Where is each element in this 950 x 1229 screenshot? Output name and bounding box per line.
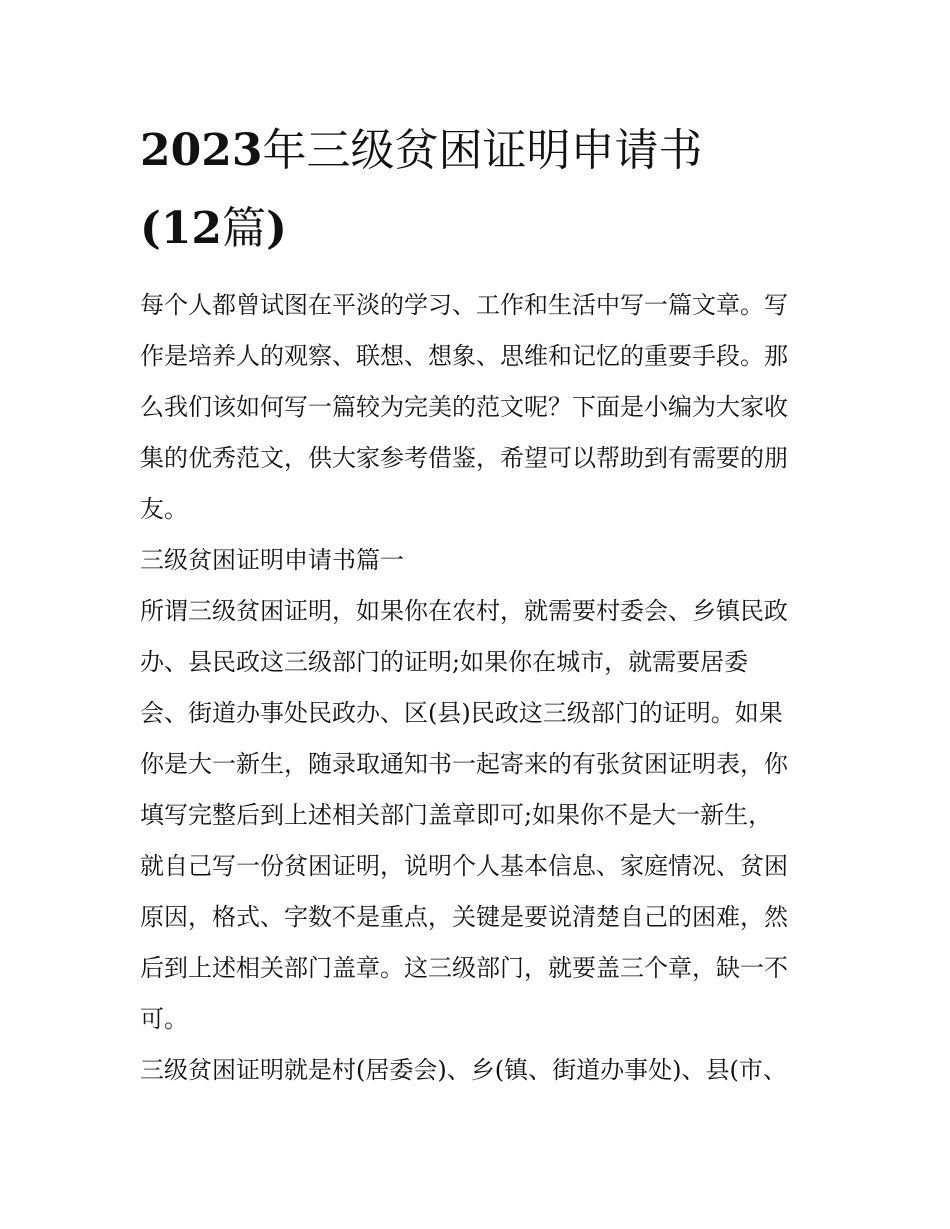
document-title-line-2 <box>140 190 812 268</box>
body-line: 每个人都曾试图在平淡的学习、工作和生活中写一篇文章。写 <box>140 291 788 319</box>
body-line: 三级贫困证明就是村(居委会)、乡(镇、街道办事处)、县(市、 <box>140 1056 787 1084</box>
document-content <box>140 112 812 1096</box>
document-title-line-1 <box>140 112 812 190</box>
title-text: 年三级贫困证明申请书 <box>262 125 703 176</box>
body-line: 你是大一新生，随录取通知书一起寄来的有张贫困证明表，你 <box>140 750 788 778</box>
body-line: 集的优秀范文，供大家参考借鉴，希望可以帮助到有需要的朋 <box>140 444 788 472</box>
document-body <box>140 280 812 1096</box>
body-line: 作是培养人的观察、联想、想象、思维和记忆的重要手段。那 <box>140 342 788 370</box>
body-line: 后到上述相关部门盖章。这三级部门，就要盖三个章，缺一不 <box>140 954 788 982</box>
body-line: 原因，格式、字数不是重点，关键是要说清楚自己的困难，然 <box>140 903 788 931</box>
body-line: 就自己写一份贫困证明，说明个人基本信息、家庭情况、贫困 <box>140 852 788 880</box>
body-line: 办、县民政这三级部门的证明;如果你在城市，就需要居委 <box>140 648 749 676</box>
body-line: 友。 <box>140 495 188 523</box>
body-line: 么我们该如何写一篇较为完美的范文呢？下面是小编为大家收 <box>140 393 788 421</box>
title-count-close: ) <box>266 203 287 254</box>
body-line: 可。 <box>140 1005 188 1033</box>
body-line: 填写完整后到上述相关部门盖章即可;如果你不是大一新生， <box>140 801 773 829</box>
title-year: 2023 <box>140 125 263 176</box>
body-line: 会、街道办事处民政办、区(县)民政这三级部门的证明。如果 <box>140 699 783 727</box>
section-heading: 三级贫困证明申请书篇一 <box>140 546 404 574</box>
title-count-unit: 篇 <box>222 203 267 254</box>
body-line: 所谓三级贫困证明，如果你在农村，就需要村委会、乡镇民政 <box>140 597 788 625</box>
title-count: (12 <box>140 203 223 254</box>
